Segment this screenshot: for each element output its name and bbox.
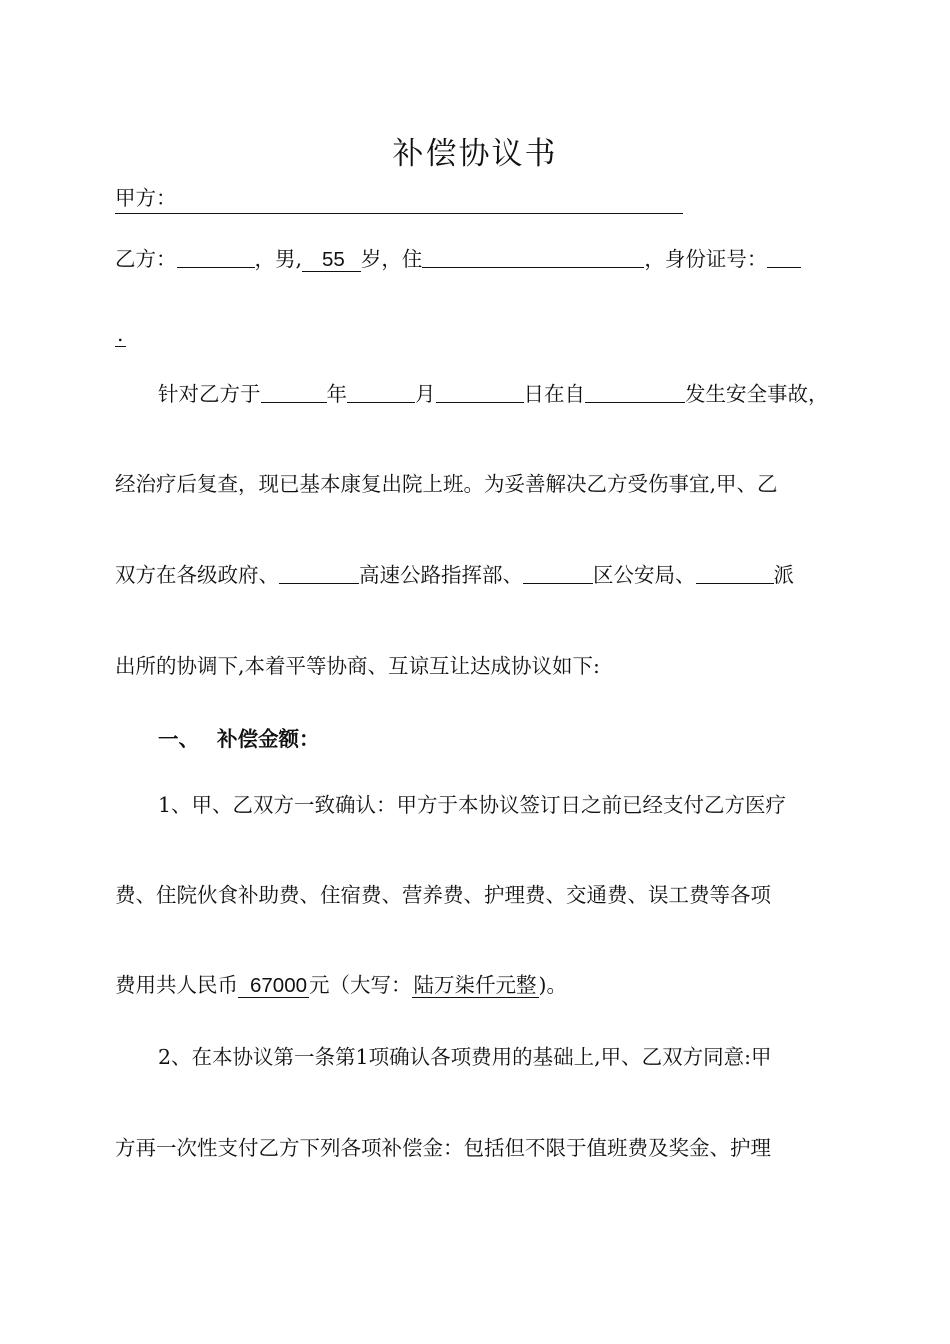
intro-text: 发生安全事故， xyxy=(685,382,829,406)
party-b-label: 乙方： xyxy=(115,247,177,271)
item-2-line-1: 2、在本协议第一条第1项确认各项费用的基础上,甲、乙双方同意:甲 xyxy=(158,1045,772,1069)
intro-text: 年 xyxy=(326,382,347,406)
party-b-id-blank xyxy=(767,245,801,268)
party-b-address-blank xyxy=(422,245,644,268)
blank-field xyxy=(279,561,359,584)
intro-text: 日在自 xyxy=(523,382,585,406)
party-b-period: . xyxy=(117,322,124,346)
section-number: 一、 xyxy=(158,727,199,751)
amount-value: 67000 xyxy=(238,974,309,998)
party-b-line xyxy=(115,245,801,274)
item-1-line-2: 费、住院伙食补助费、住宿费、营养费、护理费、交通费、误工费等各项 xyxy=(115,883,771,907)
intro-line-4: 出所的协调下,本着平等协商、互谅互让达成协议如下: xyxy=(115,654,600,678)
party-a-line xyxy=(115,184,683,214)
party-b-age: 55 xyxy=(302,248,361,272)
document-title: 补偿协议书 xyxy=(392,136,558,172)
party-b-period-line xyxy=(115,320,126,348)
intro-text: 针对乙方于 xyxy=(158,382,261,406)
section-1-heading xyxy=(158,725,320,753)
party-a-label: 甲方： xyxy=(115,186,177,210)
blank-field xyxy=(696,561,774,584)
amount-words: 陆万柒仟元整 xyxy=(413,973,537,997)
party-b-gender: ，男, xyxy=(254,247,303,271)
year-blank xyxy=(261,380,327,403)
intro-text: 高速公路指挥部、 xyxy=(359,563,523,587)
intro-text: 双方在各级政府、 xyxy=(115,563,279,587)
intro-text: 月 xyxy=(415,382,436,406)
intro-line-3 xyxy=(115,561,794,589)
item-1-line-1: 1、甲、乙双方一致确认：甲方于本协议签订日之前已经支付乙方医疗 xyxy=(158,793,787,817)
intro-text: 派 xyxy=(773,563,794,587)
section-title: 补偿金额： xyxy=(217,727,320,751)
party-b-age-unit: 岁，住 xyxy=(360,247,423,271)
item-1-text: 元（大写： xyxy=(309,973,412,997)
item-1-text: )。 xyxy=(538,973,568,997)
party-b-id-label: ，身份证号： xyxy=(644,247,768,271)
location-blank xyxy=(585,380,685,403)
item-1-text: 费用共人民币 xyxy=(115,973,238,997)
blank-field xyxy=(523,561,593,584)
intro-line-2: 经治疗后复查，现已基本康复出院上班。为妥善解决乙方受伤事宜,甲、乙 xyxy=(115,472,778,496)
item-2-line-2: 方再一次性支付乙方下列各项补偿金：包括但不限于值班费及奖金、护理 xyxy=(115,1136,771,1160)
item-1-line-3 xyxy=(115,971,567,1000)
party-b-name-blank xyxy=(177,245,255,268)
intro-text: 区公安局、 xyxy=(593,563,696,587)
intro-line-1 xyxy=(158,380,829,408)
day-blank xyxy=(436,380,524,403)
month-blank xyxy=(347,380,415,403)
